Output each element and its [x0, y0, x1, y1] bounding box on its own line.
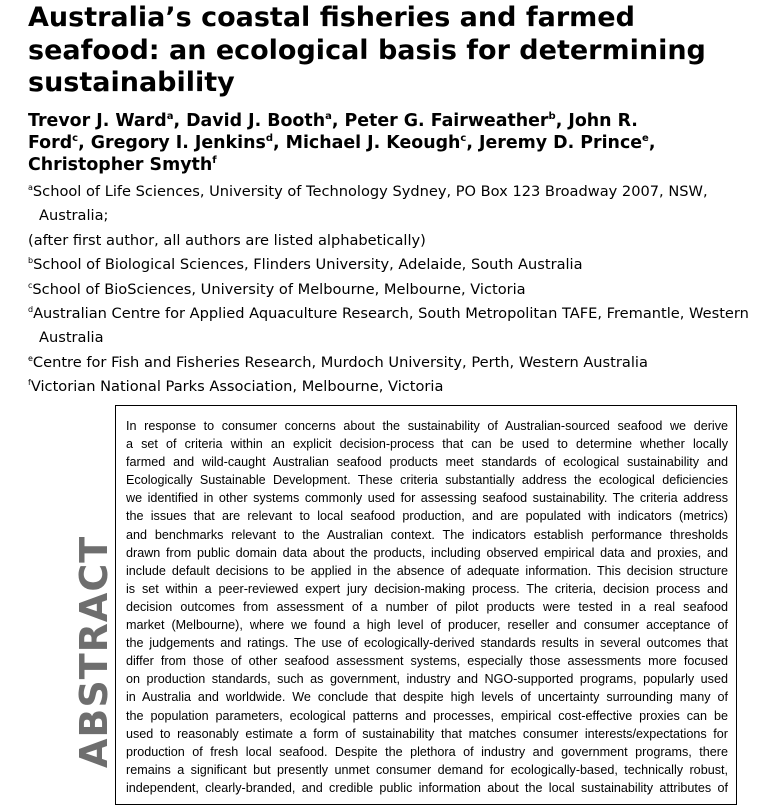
affiliation-item — [28, 278, 763, 302]
affiliation-text: Centre for Fish and Fisheries Research, Murdoch University, Perth, Western Australia — [32, 353, 648, 371]
affiliation-item — [28, 180, 763, 204]
author-separator: , — [173, 111, 187, 131]
affiliation-item — [28, 302, 763, 326]
author-line — [28, 154, 758, 176]
affiliation-item — [28, 326, 763, 350]
abstract-line: drawn from public domain data about the products, including observed empirical data and proxies, and — [126, 545, 728, 560]
abstract-line: market (Melbourne), where we found a high level of producer, reseller and consumer acceptance of — [126, 618, 728, 633]
abstract-line: on production standards, such as government, industry and NGO-supported programs, popularly used — [126, 672, 728, 687]
affiliation-mark: d — [28, 305, 34, 315]
author-name: Jeremy D. Prince — [479, 133, 643, 153]
author-name: Ford — [28, 133, 73, 153]
title-line: Australia’s coastal fisheries and farmed — [28, 2, 635, 33]
abstract-line: in Australia and worldwide. We conclude that despite high levels of uncertainty surrounding many of — [126, 690, 728, 705]
abstract-line: we identified in other systems commonly used for assessing seafood sustainability. The criteria address — [126, 491, 728, 506]
abstract-line: production of fresh local seafood. Despite the plethora of industry and government programs, there — [126, 744, 728, 759]
author-affiliation-mark: f — [212, 155, 217, 167]
affiliation-text: School of Biological Sciences, Flinders University, Adelaide, South Australia — [33, 256, 583, 274]
author-list — [28, 110, 758, 176]
author-affiliation-mark: c — [72, 133, 79, 145]
abstract-line: include default decisions to be applied in the absence of adequate information. This decision structure — [126, 563, 728, 578]
abstract-line: independent, clearly-branded, and credible public information about the local sustainability attributes of — [126, 780, 728, 795]
affiliation-item — [28, 229, 763, 253]
affiliation-text: Australia; — [39, 207, 109, 225]
author-affiliation-mark: c — [460, 133, 467, 145]
author-name: David J. Booth — [186, 111, 326, 131]
abstract-line: the population parameters, ecological patterns and processes, empirical cost-effective proxies can be — [126, 708, 728, 723]
author-name: Christopher Smyth — [28, 155, 213, 175]
abstract-line: used to reasonably estimate a form of sustainability that matches consumer interests/expectations for — [126, 726, 728, 741]
author-name: Michael J. Keough — [285, 133, 461, 153]
author-separator: , — [272, 133, 286, 153]
author-affiliation-mark: b — [548, 111, 556, 123]
author-name: Gregory I. Jenkins — [90, 133, 266, 153]
abstract-line: farmed and wild-caught Australian seafood products meet standards of ecological sustainability and — [126, 455, 728, 470]
abstract-line: is set within a peer-reviewed expert jury decision-making process. The criteria, decision process and — [126, 581, 728, 596]
author-separator: , — [78, 133, 91, 153]
author-name: John R. — [568, 111, 638, 131]
affiliation-mark: f — [28, 378, 31, 388]
author-affiliation-mark: a — [166, 111, 174, 123]
affiliation-list — [28, 180, 763, 400]
affiliation-mark: b — [28, 256, 34, 266]
author-separator: , — [466, 133, 480, 153]
author-separator: , — [331, 111, 345, 131]
abstract-line: and benchmarks relevant to the Australian context. The indicators establish performance thresholds — [126, 527, 728, 542]
affiliation-text: Victorian National Parks Association, Melbourne, Victoria — [30, 378, 444, 396]
abstract-line: In response to consumer concerns about the sustainability of Australian-sourced seafood we derive — [126, 419, 728, 433]
author-line — [28, 110, 758, 132]
affiliation-text: Australia — [39, 329, 104, 347]
abstract-line: decision outcomes from assessment of a number of pilot products were tested in a real seafood — [126, 599, 728, 614]
abstract-line: a set of criteria within an explicit decision-process that can be used to determine whether locally — [126, 437, 728, 452]
abstract-line: differ from those of other seafood assessment systems, especially those assessments more focused — [126, 654, 728, 669]
author-name: Trevor J. Ward — [28, 111, 167, 131]
abstract-line: the issues that are relevant to local seafood production, and are populated with indicators (metrics) — [126, 509, 728, 524]
author-affiliation-mark: d — [265, 133, 273, 145]
affiliation-text: (after first author, all authors are listed alphabetically) — [28, 231, 426, 249]
title-line: sustainability — [28, 67, 235, 98]
abstract-label: ABSTRACT — [72, 535, 116, 768]
abstract-line: Ecologically Sustainable Development. These criteria substantially address the ecological deficiencies — [126, 473, 728, 488]
author-affiliation-mark: e — [642, 133, 649, 145]
affiliation-item — [28, 204, 763, 228]
title-line: seafood: an ecological basis for determining — [28, 34, 706, 66]
author-name: Peter G. Fairweather — [344, 111, 549, 131]
affiliation-text: School of Life Sciences, University of Technology Sydney, PO Box 123 Broadway 2007, NSW, — [32, 183, 708, 200]
affiliation-text: Australian Centre for Applied Aquaculture Research, South Metropolitan TAFE, Fremantle, Western — [33, 305, 749, 323]
affiliation-mark: e — [28, 353, 33, 363]
author-affiliation-mark: a — [325, 111, 332, 123]
author-line — [28, 132, 758, 154]
affiliation-mark: a — [28, 183, 33, 193]
affiliation-text: School of BioSciences, University of Melbourne, Melbourne, Victoria — [32, 280, 526, 298]
abstract-box — [115, 405, 737, 805]
affiliation-item — [28, 351, 763, 375]
affiliation-item — [28, 375, 763, 399]
paper-title — [28, 2, 758, 100]
abstract-line: the judgements and ratings. The use of ecologically-derived standards results in several outcomes that — [126, 636, 728, 651]
abstract-line: remains a significant but presently unmet consumer demand for ecologically-based, technically robust, — [126, 762, 728, 777]
affiliation-mark: c — [28, 280, 33, 290]
author-separator: , — [555, 111, 569, 131]
author-separator: , — [648, 133, 656, 153]
affiliation-item — [28, 253, 763, 277]
